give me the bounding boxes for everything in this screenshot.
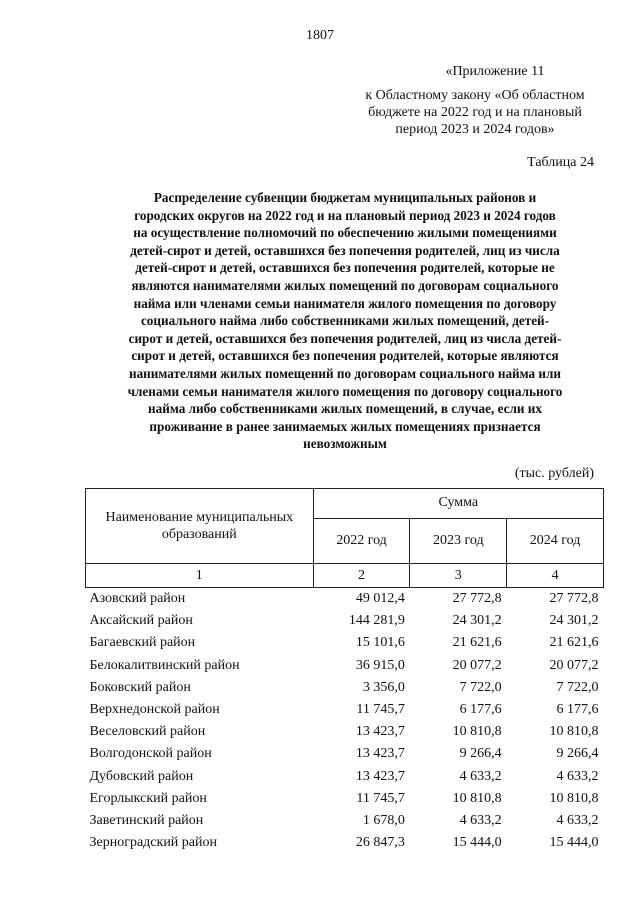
value-2023: 21 621,6 — [452, 635, 502, 651]
column-header-sum: Сумма — [313, 489, 603, 519]
value-2022: 13 423,7 — [355, 768, 405, 784]
table-row — [86, 632, 604, 654]
value-2024: 15 444,0 — [549, 835, 599, 851]
value-2022: 13 423,7 — [355, 724, 405, 740]
municipality-name: Дубовский район — [89, 768, 194, 784]
municipality-name: Егорлыкский район — [89, 790, 207, 806]
value-2022: 36 915,0 — [355, 657, 405, 673]
municipality-name: Зерноградский район — [89, 835, 217, 851]
title-line: Распределение субвенции бюджетам муниципальных районов и — [153, 190, 537, 205]
title-line: сирот и детей, оставшихся без попечения родителей, лиц из числа детей- — [128, 330, 562, 346]
appendix-line: период 2023 и 2024 годов» — [395, 122, 555, 137]
title-line: сирот и детей, оставшихся без попечения родителей, которые являются — [131, 348, 559, 364]
column-header-year: 2023 год — [410, 518, 507, 563]
value-2024: 4 633,2 — [556, 812, 599, 828]
value-2023: 7 722,0 — [459, 679, 502, 695]
table-row — [86, 788, 604, 810]
value-2023: 6 177,6 — [459, 702, 502, 718]
title-line: городских округов на 2022 год и на плановый период 2023 и 2024 годов — [134, 207, 556, 223]
column-number: 1 — [86, 564, 314, 588]
title-line: членами семьи нанимателя жилого помещения по договору социального — [127, 383, 563, 399]
column-header-year: 2024 год — [507, 518, 604, 563]
appendix-line: бюджете на 2022 год и на плановый — [368, 105, 582, 120]
municipality-name: Багаевский район — [89, 635, 196, 651]
value-2022: 1 678,0 — [362, 812, 405, 828]
municipality-name: Заветинский район — [89, 812, 204, 828]
value-2023: 24 301,2 — [452, 613, 502, 629]
value-2023: 15 444,0 — [452, 835, 502, 851]
title-line: найма либо собственниками жилых помещений, в случае, если их — [148, 401, 542, 417]
value-2023: 20 077,2 — [452, 657, 502, 673]
value-2022: 13 423,7 — [355, 746, 405, 762]
value-2023: 4 633,2 — [459, 768, 502, 784]
column-header-name: Наименование муниципальных образований — [86, 489, 314, 564]
appendix-line: «Приложение 11 — [445, 64, 545, 79]
column-number: 2 — [313, 564, 410, 588]
value-2022: 11 745,7 — [356, 790, 405, 806]
value-2024: 10 810,8 — [549, 724, 599, 740]
appendix-header — [350, 63, 600, 138]
table-row — [86, 810, 604, 832]
table-body — [86, 588, 604, 855]
municipality-name: Боковский район — [89, 679, 191, 695]
municipality-name: Волгодонской район — [89, 746, 212, 762]
title-line: являются нанимателями жилых помещений по договорам социального — [131, 277, 559, 293]
title-line: проживание в ранее занимаемых жилых помещениях признается — [149, 418, 541, 434]
column-number: 3 — [410, 564, 507, 588]
column-number: 4 — [507, 564, 604, 588]
municipality-name: Веселовский район — [89, 724, 206, 740]
municipality-name: Азовский район — [89, 591, 186, 607]
value-2022: 144 281,9 — [348, 613, 405, 629]
value-2023: 10 810,8 — [452, 724, 502, 740]
value-2023: 27 772,8 — [452, 591, 502, 607]
table-row — [86, 588, 604, 611]
document-title — [86, 189, 604, 453]
value-2024: 27 772,8 — [549, 591, 599, 607]
table-row — [86, 655, 604, 677]
value-2024: 20 077,2 — [549, 657, 599, 673]
table-row — [86, 721, 604, 743]
value-2023: 4 633,2 — [459, 812, 502, 828]
title-line: детей-сирот и детей, оставшихся без попечения родителей, которые не — [135, 260, 555, 276]
value-2024: 4 633,2 — [556, 768, 599, 784]
value-2022: 11 745,7 — [356, 702, 405, 718]
table-row — [86, 677, 604, 699]
municipality-name: Верхнедонской район — [89, 702, 220, 718]
appendix-line: к Областному закону «Об областном — [365, 88, 585, 103]
value-2024: 10 810,8 — [549, 790, 599, 806]
title-line: нанимателями жилых помещений по договорам социального найма или — [128, 365, 562, 381]
value-2024: 9 266,4 — [556, 746, 599, 762]
title-line: социального найма либо собственниками жилых помещений, детей- — [140, 313, 550, 329]
table-row — [86, 699, 604, 721]
title-line: невозможным — [303, 436, 387, 452]
value-2024: 7 722,0 — [556, 679, 599, 695]
table-row — [86, 610, 604, 632]
municipality-name: Аксайский район — [89, 613, 193, 629]
value-2022: 26 847,3 — [355, 835, 405, 851]
table-row — [86, 743, 604, 765]
value-2024: 24 301,2 — [549, 613, 599, 629]
page-number: 1807 — [306, 28, 334, 43]
value-2022: 49 012,4 — [355, 591, 405, 607]
value-2024: 21 621,6 — [549, 635, 599, 651]
value-2022: 15 101,6 — [355, 635, 405, 651]
units-label: (тыс. рублей) — [514, 466, 594, 481]
table-label: Таблица 24 — [527, 155, 594, 170]
municipality-name: Белокалитвинский район — [89, 657, 240, 673]
value-2024: 6 177,6 — [556, 702, 599, 718]
title-line: найма или членами семьи нанимателя жилого помещения по договору — [133, 295, 557, 311]
title-line: на осуществление полномочий по обеспечению жилыми помещениями — [133, 225, 557, 241]
table-row — [86, 832, 604, 854]
title-line: детей-сирот и детей, оставшихся без попечения родителей, лиц из числа — [130, 242, 560, 258]
allocation-table — [85, 488, 604, 854]
column-header-year: 2022 год — [313, 518, 410, 563]
value-2023: 10 810,8 — [452, 790, 502, 806]
value-2022: 3 356,0 — [362, 679, 405, 695]
value-2023: 9 266,4 — [459, 746, 502, 762]
table-row — [86, 766, 604, 788]
